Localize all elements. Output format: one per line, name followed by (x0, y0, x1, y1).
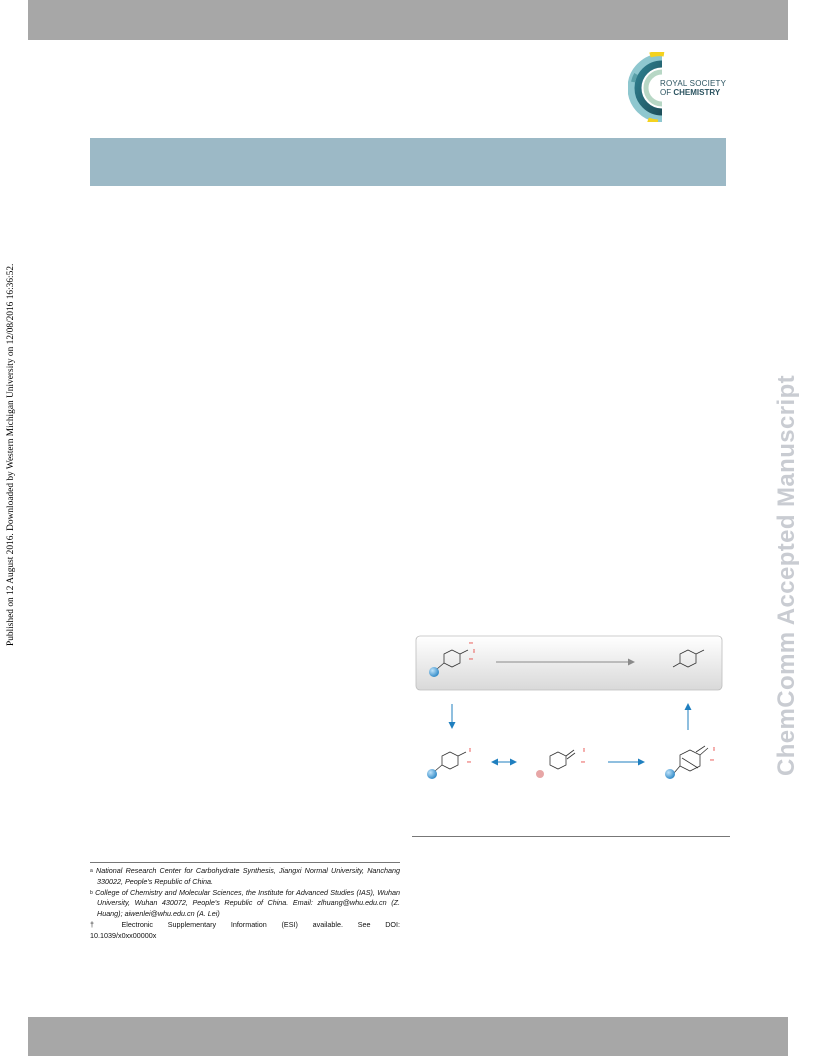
reaction-scheme (412, 634, 732, 804)
scheme-divider (412, 836, 730, 837)
esi-doi: 10.1039/x0xx00000x (90, 930, 157, 940)
lone-pair-dots-1 (467, 748, 470, 762)
intermediate-1 (435, 752, 466, 771)
intermediate-2 (550, 750, 575, 769)
intermediate-3 (674, 746, 708, 773)
publication-note: Published on 12 August 2016. Downloaded by Western Michigan University on 12/08/2016 16:36:52. (6, 263, 16, 646)
title-band (90, 138, 726, 186)
esi-note: † Electronic Supplementary Information (ESI) available. See DOI: (90, 919, 400, 929)
lone-pair-dots-3 (710, 747, 714, 760)
footnote-divider (90, 862, 400, 863)
catalyst-sphere-start (429, 667, 439, 677)
scheme-summary-box (416, 636, 722, 690)
rsc-logo-text (660, 79, 726, 97)
logo-line-2: OF CHEMISTRY (660, 88, 721, 97)
catalyst-sphere-2 (536, 770, 544, 778)
logo-line-1: ROYAL SOCIETY (660, 79, 727, 88)
lone-pair-dots-2 (581, 748, 584, 762)
catalyst-sphere-3 (665, 769, 675, 779)
catalyst-sphere-1 (427, 769, 437, 779)
accepted-manuscript-watermark: ChemComm Accepted Manuscript (773, 374, 800, 776)
footer-bar (28, 1017, 788, 1056)
affiliation-a: $^a$ National Research Center for Carbohydrate Synthesis, Jiangxi Normal University, Nanchang 330022, People's Republic of China. (90, 866, 401, 886)
affiliation-b: $^b$ College of Chemistry and Molecular Sciences, the Institute for Advanced Studies (IAS), Wuhan University, Wuhan 430072, People's Republic of China. Email: zlhuang@whu.edu.cn (Z. Huang); aiwenlei@whu.edu.cn (A. Lei) (90, 887, 400, 919)
header-bar (28, 0, 788, 40)
footnotes (90, 866, 400, 942)
